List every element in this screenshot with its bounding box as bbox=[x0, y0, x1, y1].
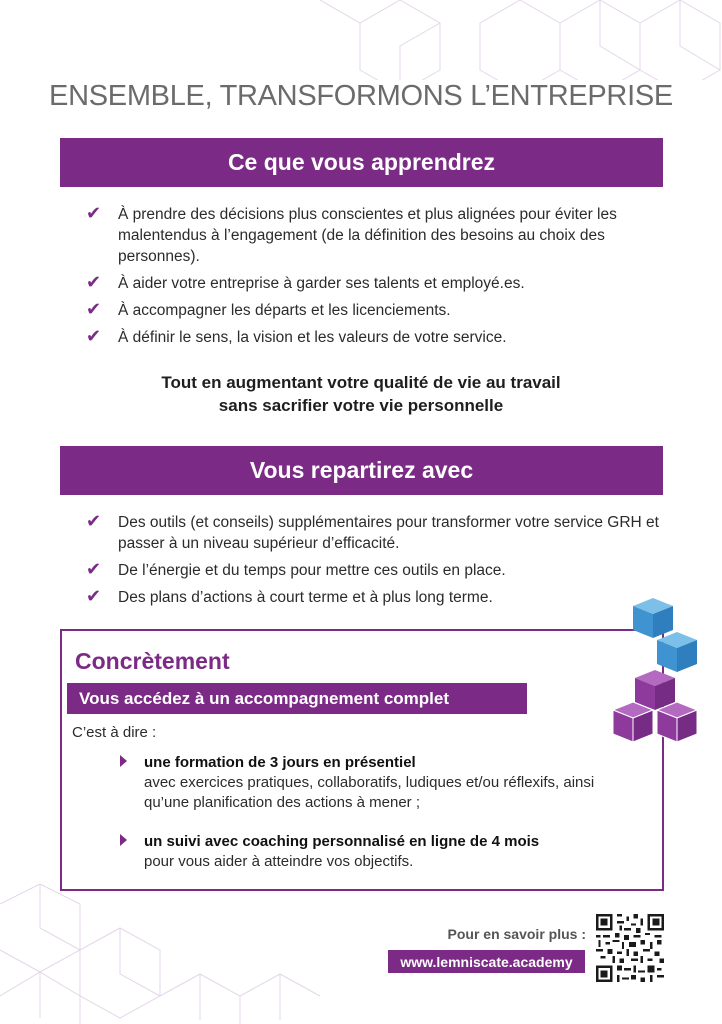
learn-list bbox=[86, 204, 676, 354]
check-icon: ✔ bbox=[86, 559, 102, 579]
hex-pattern-bottom-left bbox=[0, 884, 380, 1024]
takeaway-list bbox=[86, 512, 676, 614]
check-icon: ✔ bbox=[86, 511, 102, 531]
page-title: ENSEMBLE, TRANSFORMONS L’ENTREPRISE bbox=[49, 80, 673, 112]
list-item: ✔ Des plans d’actions à court terme et à plus long terme. bbox=[86, 586, 493, 606]
concretement-title: Concrètement bbox=[75, 648, 230, 674]
purple-cube-2 bbox=[613, 702, 653, 742]
list-item: ✔ Des outils (et conseils) supplémentaires pour transformer votre service GRH et passer à un niveau supérieur d’efficacité. bbox=[86, 511, 659, 552]
cubes-illustration bbox=[605, 598, 705, 753]
check-icon: ✔ bbox=[86, 203, 102, 223]
more-info-label: Pour en savoir plus : bbox=[447, 926, 586, 942]
section-header-repartirez: Vous repartirez avec bbox=[60, 446, 663, 495]
triangle-bullet-icon bbox=[120, 834, 127, 846]
list-item: ✔ À prendre des décisions plus conscientes et plus alignées pour éviter les malentendus à l’engagement (de la définition des besoins au choix des personnes). bbox=[86, 203, 617, 265]
concretement-intro: C’est à dire : bbox=[72, 724, 157, 741]
list-item: ✔ De l’énergie et du temps pour mettre ces outils en place. bbox=[86, 559, 506, 579]
blue-cube-top bbox=[633, 598, 673, 638]
list-item: ✔ À aider votre entreprise à garder ses talents et employé.es. bbox=[86, 272, 525, 292]
check-icon: ✔ bbox=[86, 326, 102, 346]
check-icon: ✔ bbox=[86, 586, 102, 606]
offer-item-formation: une formation de 3 jours en présentiel avec exercices pratiques, collaboratifs, ludiques et/ou réflexifs, ainsi qu’une planification des actions à mener ; bbox=[120, 753, 620, 813]
list-item: ✔ À définir le sens, la vision et les valeurs de votre service. bbox=[86, 326, 507, 346]
check-icon: ✔ bbox=[86, 299, 102, 319]
section-header-apprendrez: Ce que vous apprendrez bbox=[60, 138, 663, 187]
qr-code[interactable] bbox=[596, 914, 664, 982]
purple-cube-3 bbox=[657, 702, 697, 742]
list-item: ✔ À accompagner les départs et les licenciements. bbox=[86, 299, 451, 319]
website-link[interactable]: www.lemniscate.academy bbox=[388, 950, 585, 973]
tagline: Tout en augmentant votre qualité de vie au travail sans sacrifier votre vie personnelle bbox=[161, 373, 561, 415]
check-icon: ✔ bbox=[86, 272, 102, 292]
triangle-bullet-icon bbox=[120, 755, 127, 767]
purple-cube-1 bbox=[635, 670, 675, 710]
offer-item-coaching: un suivi avec coaching personnalisé en ligne de 4 mois pour vous aider à atteindre vos objectifs. bbox=[120, 832, 620, 872]
blue-cube-bottom bbox=[657, 632, 697, 672]
concretement-subtitle: Vous accédez à un accompagnement complet bbox=[67, 683, 527, 714]
hex-pattern-top-right bbox=[320, 0, 722, 80]
